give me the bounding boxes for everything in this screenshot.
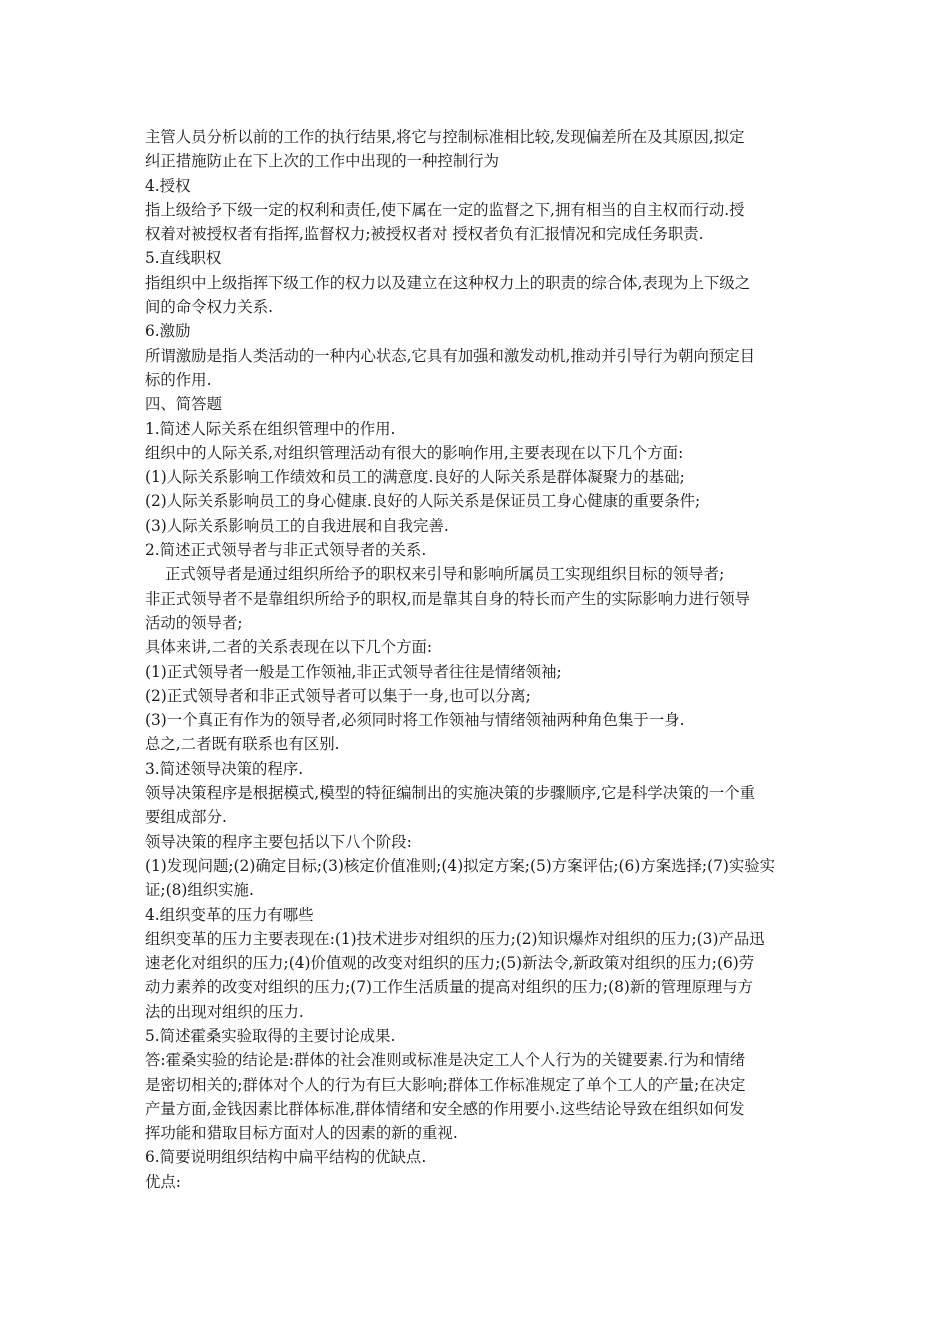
list-item: (2)人际关系影响员工的身心健康.良好的人际关系是保证员工身心健康的重要条件; xyxy=(145,492,701,511)
text-line: 是密切相关的;群体对个人的行为有巨大影响;群体工作标准规定了单个工人的产量;在决定 xyxy=(145,1075,746,1094)
text-line: 组织中的人际关系,对组织管理活动有很大的影响作用,主要表现在以下几个方面: xyxy=(145,443,684,462)
text-line: 总之,二者既有联系也有区别. xyxy=(145,735,340,754)
text-line: 主管人员分析以前的工作的执行结果,将它与控制标准相比较,发现偏差所在及其原因,拟定 xyxy=(145,128,745,146)
text-line: 挥功能和猎取目标方面对人的因素的新的重视. xyxy=(145,1124,458,1143)
term-heading: 5.直线职权 xyxy=(145,249,222,268)
list-item: (1)正式领导者一般是工作领袖,非正式领导者往往是情绪领袖; xyxy=(145,662,562,681)
text-line: 要组成部分. xyxy=(145,808,227,827)
question-heading: 3.简述领导决策的程序. xyxy=(145,759,304,778)
text-line: 标的作用. xyxy=(145,370,212,389)
text-line: 组织变革的压力主要表现在:(1)技术进步对组织的压力;(2)知识爆炸对组织的压力;(3)产品迅 xyxy=(145,929,765,948)
text-line: 具体来讲,二者的关系表现在以下几个方面: xyxy=(145,638,433,657)
text-line: 证;(8)组织实施. xyxy=(145,881,254,900)
text-line: 指组织中上级指挥下级工作的权力以及建立在这种权力上的职责的综合体,表现为上下级之 xyxy=(145,273,751,292)
text-line: 领导决策的程序主要包括以下八个阶段: xyxy=(145,832,412,851)
section-heading: 四、简答题 xyxy=(145,395,222,414)
text-line: 所谓激励是指人类活动的一种内心状态,它具有加强和激发动机,推动并引导行为朝向预定目 xyxy=(145,346,756,365)
text-line: 产量方面,金钱因素比群体标准,群体情绪和安全感的作用要小.这些结论导致在组织如何发 xyxy=(145,1099,745,1118)
term-heading: 4.授权 xyxy=(145,176,191,195)
text-line: 活动的领导者; xyxy=(145,613,243,632)
question-heading: 2.简述正式领导者与非正式领导者的关系. xyxy=(145,541,427,560)
text-line: 动力素养的改变对组织的压力;(7)工作生活质量的提高对组织的压力;(8)新的管理原理与方 xyxy=(145,978,754,997)
list-item: (3)一个真正有作为的领导者,必须同时将工作领袖与情绪领袖两种角色集于一身. xyxy=(145,711,685,730)
text-line: 优点: xyxy=(145,1172,181,1191)
text-line: 非正式领导者不是靠组织所给予的职权,而是靠其自身的特长而产生的实际影响力进行领导 xyxy=(145,589,751,608)
question-heading: 6.简要说明组织结构中扁平结构的优缺点. xyxy=(145,1148,427,1167)
document-body xyxy=(145,125,815,1194)
text-line: 法的出现对组织的压力. xyxy=(145,1002,304,1021)
term-heading: 6.激励 xyxy=(145,322,191,341)
text-line: 速老化对组织的压力;(4)价值观的改变对组织的压力;(5)新法令,新政策对组织的压力;(6)劳 xyxy=(145,954,755,973)
text-line: 纠正措施防止在下上次的工作中出现的一种控制行为 xyxy=(145,152,499,171)
question-heading: 5.简述霍桑实验取得的主要讨论成果. xyxy=(145,1026,396,1045)
question-heading: 1.简述人际关系在组织管理中的作用. xyxy=(145,419,396,438)
list-item: (1)人际关系影响工作绩效和员工的满意度.良好的人际关系是群体凝聚力的基础; xyxy=(145,468,685,487)
list-item: (2)正式领导者和非正式领导者可以集于一身,也可以分离; xyxy=(145,686,531,705)
text-line: 权着对被授权者有指挥,监督权力;被授权者对 授权者负有汇报情况和完成任务职责. xyxy=(145,225,704,244)
text-line: 答:霍桑实验的结论是:群体的社会准则或标准是决定工人个人行为的关键要素.行为和情绪 xyxy=(145,1051,746,1070)
text-line: 间的命令权力关系. xyxy=(145,298,274,317)
text-line: (1)发现问题;(2)确定目标;(3)核定价值准则;(4)拟定方案;(5)方案评估;(6)方案选择;(7)实验实 xyxy=(145,856,776,875)
text-line: 领导决策程序是根据模式,模型的特征编制出的实施决策的步骤顺序,它是科学决策的一个重 xyxy=(145,784,756,803)
list-item: (3)人际关系影响员工的自我进展和自我完善. xyxy=(145,516,449,535)
text-line: 指上级给予下级一定的权利和责任,使下属在一定的监督之下,拥有相当的自主权而行动.授 xyxy=(145,200,745,219)
text-line: 正式领导者是通过组织所给予的职权来引导和影响所属员工实现组织目标的领导者; xyxy=(165,565,725,584)
question-heading: 4.组织变革的压力有哪些 xyxy=(145,905,314,924)
